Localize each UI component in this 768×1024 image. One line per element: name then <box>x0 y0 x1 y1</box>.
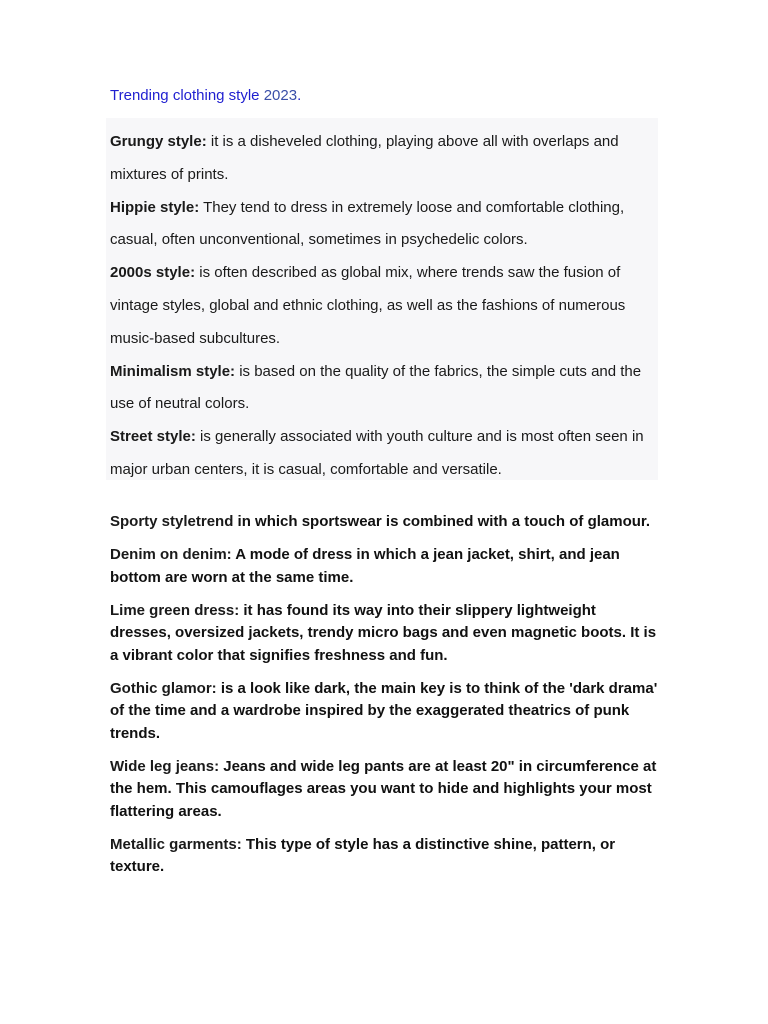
style-description: is generally associated with youth culture and is most often seen in major urban centers, it is casual, comfortable and versatile. <box>110 428 644 478</box>
document-title <box>110 86 301 106</box>
style-term: Lime green dress: <box>110 601 240 619</box>
style-term: Wide leg jeans: <box>110 757 220 775</box>
style-entry-grungy <box>110 126 655 192</box>
style-term: Metallic garments: <box>110 835 242 853</box>
style-term: Grungy style: <box>110 133 207 150</box>
style-description: A mode of dress in which a jean jacket, shirt, and jean bottom are worn at the same time. <box>110 546 620 586</box>
style-entry-wide-leg <box>110 756 658 824</box>
style-description: Jeans and wide leg pants are at least 20" in circumference at the hem. This camouflages areas you want to hide and highlights your most flattering areas. <box>110 757 657 820</box>
style-term: Gothic glamor: <box>110 679 217 697</box>
style-term: 2000s style: <box>110 264 196 282</box>
style-entry-hippie <box>110 192 655 258</box>
style-term: Sporty styletrend <box>110 513 234 530</box>
style-entry-gothic <box>110 678 658 746</box>
shaded-style-list <box>110 126 655 487</box>
style-term: Street style: <box>110 428 196 446</box>
style-description: This type of style has a distinctive shine, pattern, or texture. <box>110 835 616 875</box>
document-title-text: Trending clothing style <box>110 87 260 104</box>
style-term: Minimalism style: <box>110 362 236 380</box>
style-entry-street <box>110 421 655 487</box>
style-entry-2000s <box>110 257 655 355</box>
style-term: Denim on denim: <box>110 546 232 563</box>
style-description: it has found its way into their slippery lightweight dresses, oversized jackets, trendy micro bags and even magnetic boots. It is a vibrant color that signifies freshness and fun. <box>110 601 657 664</box>
style-description: it is a disheveled clothing, playing above all with overlaps and mixtures of prints. <box>110 133 619 183</box>
style-term: Hippie style: <box>110 198 200 216</box>
document-title-end: . <box>297 87 302 104</box>
style-description: They tend to dress in extremely loose and comfortable clothing, casual, often unconventional, sometimes in psychedelic colors. <box>110 198 625 249</box>
style-entry-minimalism <box>110 356 655 422</box>
style-entry-denim <box>110 544 658 589</box>
style-entry-sporty <box>110 511 658 534</box>
plain-style-list <box>110 511 658 889</box>
style-description: is a look like dark, the main key is to think of the 'dark drama' of the time and a wardrobe inspired by the exaggerated theatrics of punk trends. <box>110 679 658 742</box>
style-description: is often described as global mix, where trends saw the fusion of vintage styles, global and ethnic clothing, as well as the fashions of numerous music-based subcultures. <box>110 264 626 347</box>
style-description: is based on the quality of the fabrics, the simple cuts and the use of neutral colors. <box>110 362 642 413</box>
style-description: in which sportswear is combined with a touch of glamour. <box>233 513 651 530</box>
style-entry-metallic <box>110 834 658 879</box>
document-title-year: 2023 <box>263 87 298 104</box>
style-entry-lime-green <box>110 600 658 668</box>
